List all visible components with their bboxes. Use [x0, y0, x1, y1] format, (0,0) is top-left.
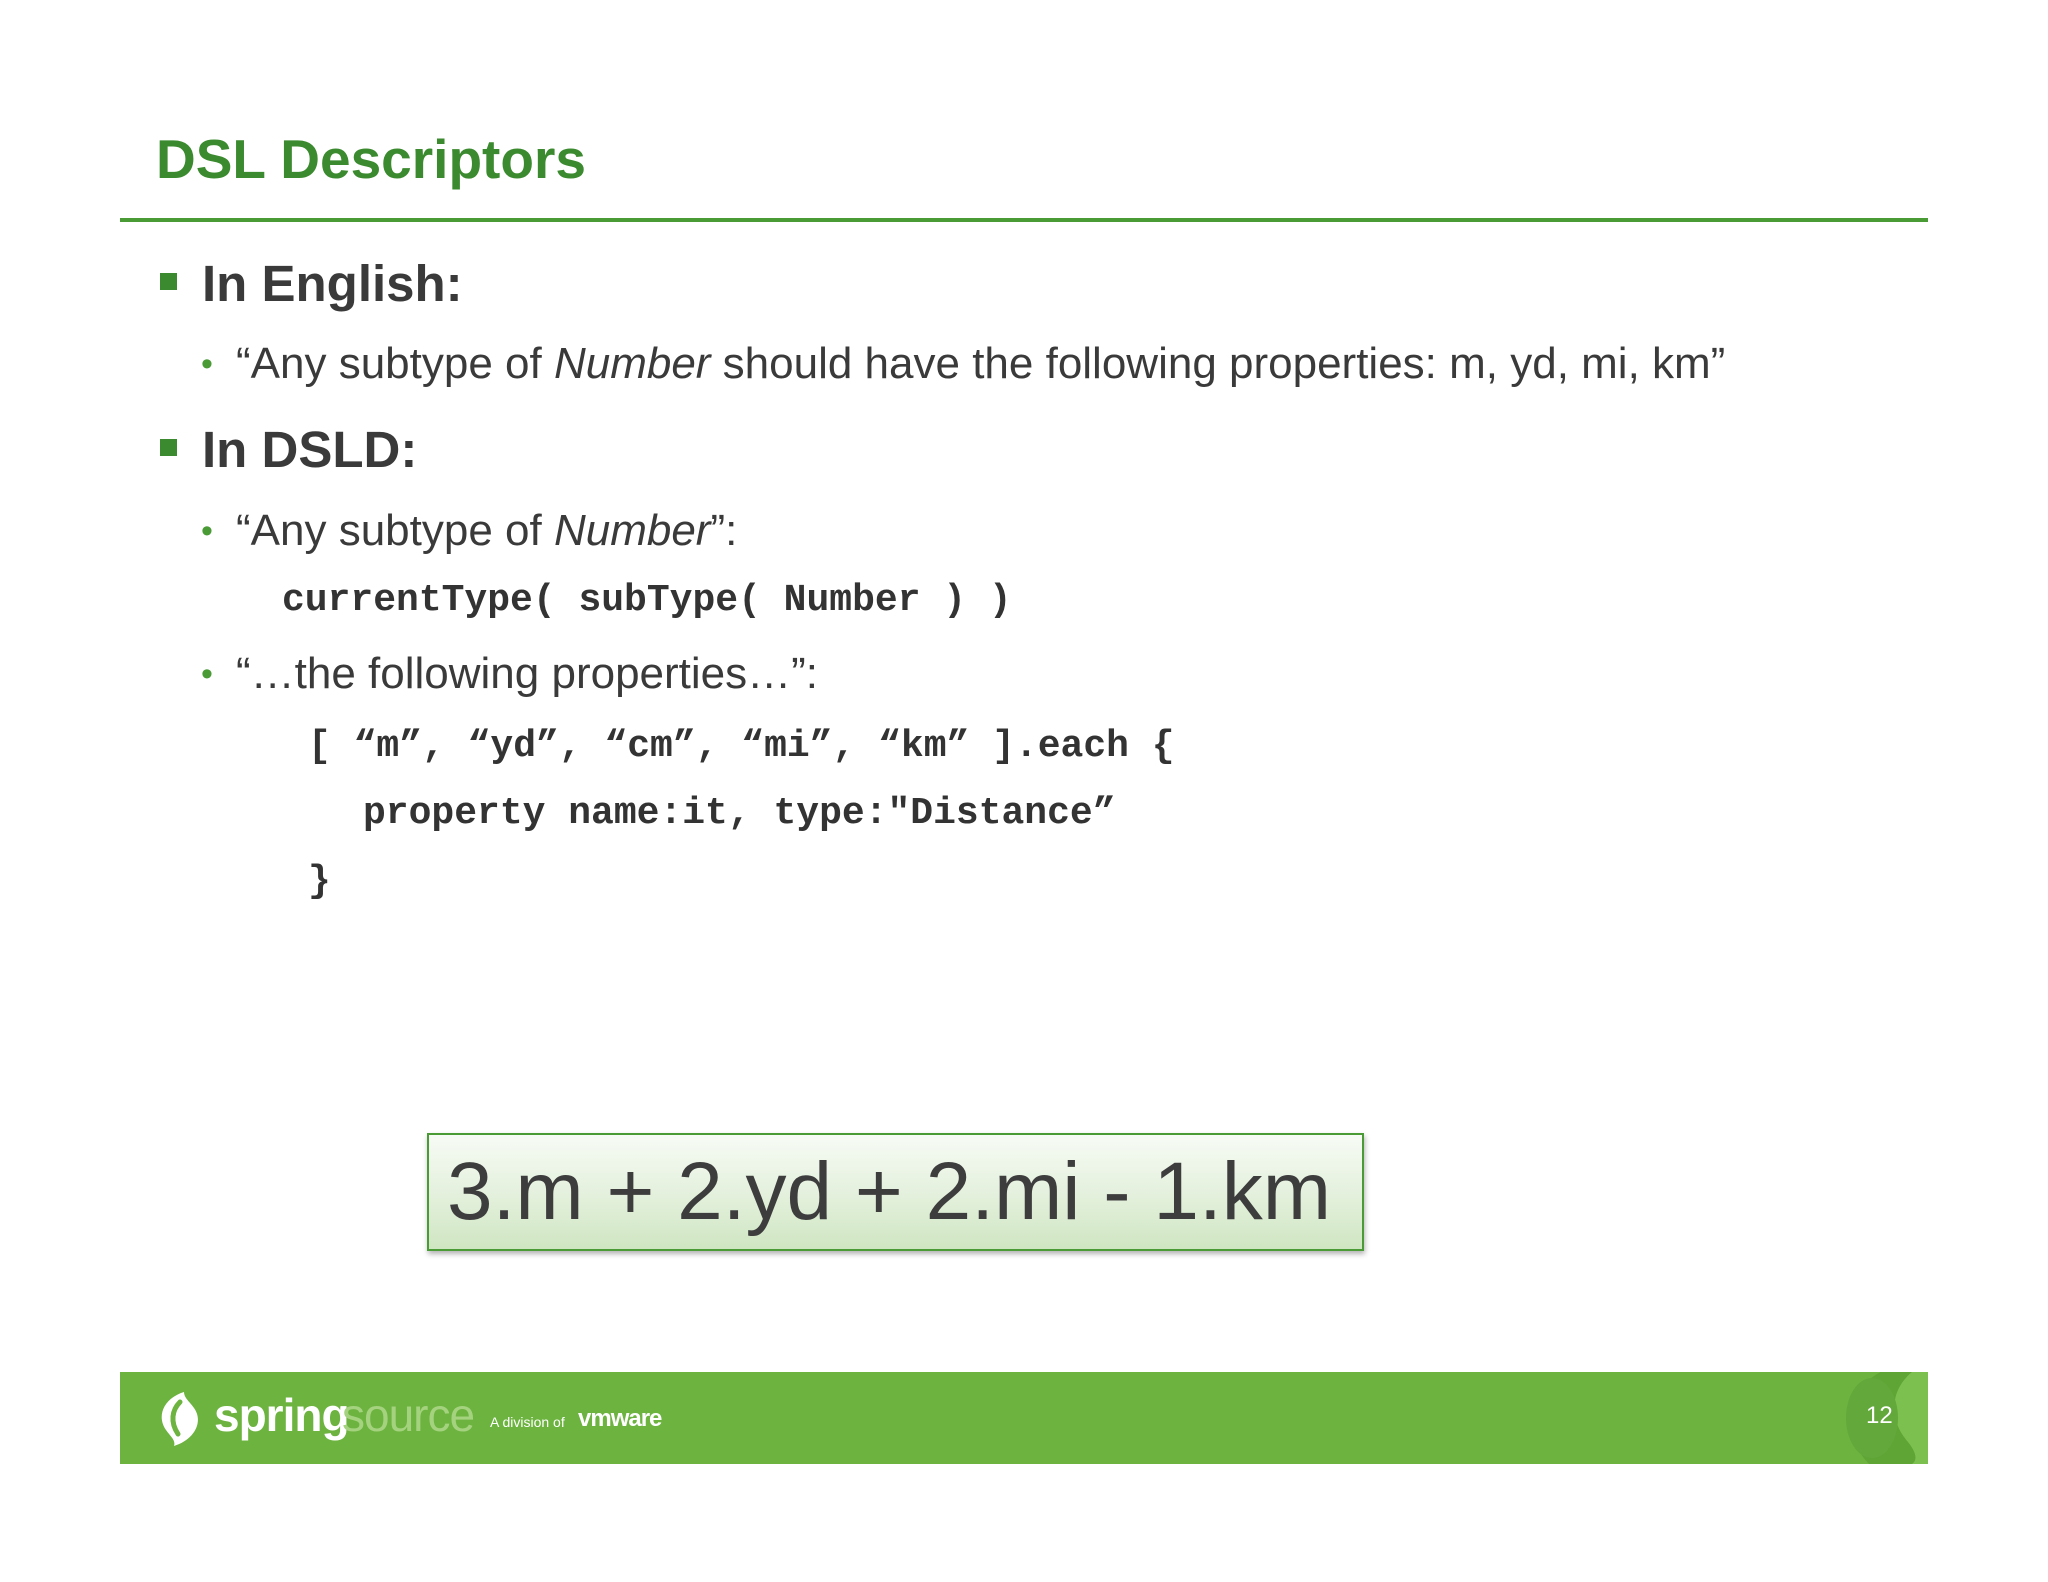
code-each-line: [ “m”, “yd”, “cm”, “mi”, “km” ].each {	[308, 725, 1175, 768]
formula-box	[427, 1133, 1364, 1251]
division-text: A division of	[490, 1414, 565, 1430]
dot-bullet-icon: •	[201, 512, 213, 550]
bullet-english-text	[236, 339, 1725, 390]
vmware-logo: vmware	[578, 1405, 662, 1432]
springsource-leaf-icon	[154, 1390, 206, 1446]
text-prefix: “Any subtype of	[236, 339, 554, 388]
text-emphasis: Number	[553, 506, 711, 555]
dot-bullet-icon: •	[201, 655, 213, 693]
square-bullet-icon	[160, 439, 177, 456]
square-bullet-icon	[160, 273, 177, 290]
brand-source: source	[342, 1389, 475, 1441]
text-prefix: “Any subtype of	[236, 506, 554, 555]
bullet-heading-dsld: In DSLD:	[202, 421, 418, 478]
text-emphasis: Number	[553, 339, 711, 388]
footer-bar	[120, 1372, 1928, 1464]
formula-text: 3.m + 2.yd + 2.mi - 1.km	[447, 1146, 1332, 1237]
text-suffix: should have the following properties: m, yd, mi, km”	[710, 339, 1726, 388]
dot-bullet-icon: •	[201, 345, 213, 383]
code-property-line: property name:it, type:"Distance”	[363, 792, 1116, 835]
title-divider	[120, 218, 1928, 222]
bullet-properties-text: “…the following properties…”:	[236, 649, 819, 698]
page-number: 12	[1866, 1402, 1893, 1429]
code-closing-brace: }	[308, 860, 331, 903]
bullet-heading-english: In English:	[202, 255, 463, 312]
code-current-type: currentType( subType( Number ) )	[282, 579, 1012, 622]
text-suffix: ”:	[710, 506, 738, 555]
bullet-dsld-text	[236, 506, 737, 557]
slide-title: DSL Descriptors	[156, 128, 586, 190]
brand-spring: spring	[214, 1389, 349, 1441]
